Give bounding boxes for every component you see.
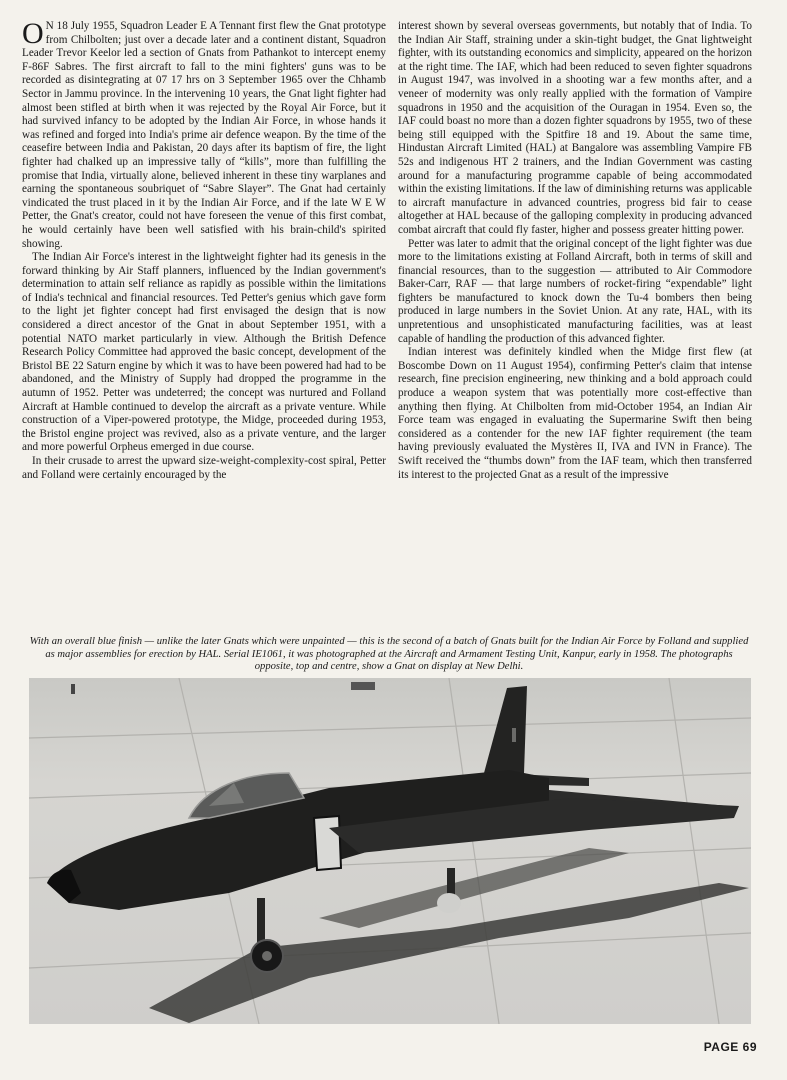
drop-cap: O (22, 20, 44, 50)
main-wheel (437, 893, 461, 913)
wheel-hub (262, 951, 272, 961)
photo-caption: With an overall blue finish — unlike the later Gnats which were unpainted — this is the second of a batch of Gnats built for the Indian Air Force by Folland and supplied as major assemblies for erection by HAL. Serial IE1061, it was photographed at the Aircraft and Armament Testing Unit, Kanpur, early in 1958. The photographs opposite, top and centre, show a Gnat on display at New Delhi. (29, 636, 749, 673)
air-intake (314, 816, 341, 870)
tail-fin (484, 686, 527, 773)
article-paragraph: In their crusade to arrest the upward size-weight-complexity-cost spiral, Petter and Folland were certainly encouraged by the (22, 455, 386, 481)
article-column-left (22, 20, 386, 635)
page-number: PAGE 69 (703, 1040, 757, 1054)
article-paragraph: interest shown by several overseas governments, but notably that of India. To the Indian Air Staff, straining under a skin-tight budget, the Gnat lightweight fighter, with its outstanding economics and simplicity, appeared on the horizon at the right time. The IAF, which had been reduced to seven fighter squadrons in August 1947, was involved in a shooting war a few months after, and a veneer of modernity was only really applied with the formation of Vampire squadrons in 1950 and the acquisition of the Ouragan in 1954. Even so, the IAF could boast no more than a dozen fighter squadrons by 1955, two of these being still equipped with the Spitfire 18 and 19. About the same time, Hindustan Aircraft Limited (HAL) at Bangalore was assembling Vampire FB 52s and indigenous HT 2 trainers, and the Indian Government was casting around for a manufacturing programme capable of being accommodated within the existing limitations. If the law of diminishing returns was applicable to aircraft manufacture in advanced countries, progress bid fair to cease altogether at HAL because of the galloping complexity in producing advanced combat aircraft that could fly faster, higher and possess greater hitting power. (398, 20, 752, 236)
background-figure (351, 682, 375, 690)
nose-gear-strut (257, 898, 265, 943)
paragraph-text: N 18 July 1955, Squadron Leader E A Tennant first flew the Gnat prototype from Chilbolten; just over a decade later and a continent distant, Squadron Leader Trevor Keelor led a section of Gnats from Pathankot to intercept enemy F-86F Sabres. The first aircraft to fall to the mini fighters' guns was to be recorded as disintegrating at 07 17 hrs on 3 September 1965 over the Chhamb Sector in Jammu province. In the intervening 10 years, the Gnat light fighter had almost been stifled at birth when it was rejected by the Royal Air Force, but it had survived infancy to be adopted by the Indian Air Force, in whose hands it was refined and forged into India's prime air defence weapon. By the time of the ceasefire between India and Pakistan, 20 days after its baptism of fire, the light fighter had chalked up an impressive tally of “kills”, more than fulfilling the promise that India, virtually alone, believed inherent in these tiny warplanes and earning the spontaneous soubriquet of “Sabre Slayer”. The Gnat had certainly vindicated the trust placed in it by the Indian Air Force, and if the late W E W Petter, the Gnat's creator, could not have foreseen the venue of this first combat, he would certainly have been well satisfied with his brain-child's spirited showing. (22, 20, 386, 250)
article-paragraph (22, 20, 386, 251)
fin-flash (512, 728, 516, 742)
gnat-aircraft-illustration (29, 678, 751, 1024)
aircraft-photograph (29, 678, 751, 1024)
article-paragraph: Petter was later to admit that the original concept of the light fighter was due more to the limitations existing at Folland Aircraft, both in terms of skill and financial resources, than to the suggestion — attributed to Air Commodore Baker-Carr, RAF — that large numbers of rocket-firing “expendable” light fighters be manufactured to knock down the Tu-4 bombers then being produced in large numbers in the Soviet Union. At any rate, HAL, with its unpretentious and unsophisticated manufacturing facilities, was at least capable of handling the production of this advanced fighter. (398, 237, 752, 345)
background-figure (71, 684, 75, 694)
article-paragraph: Indian interest was definitely kindled when the Midge first flew (at Boscombe Down on 11 August 1954), confirming Petter's claim that intense research, fine precision engineering, new thinking and a bold approach could produce a weapon system that was potentially more cost-effective than anything then flying. At Chilbolten from mid-October 1954, an Indian Air Force team was engaged in evaluating the Supermarine Swift then being considered as a contender for the new IAF fighter requirement (the team having previously evaluated the Mystères II, IVA and IVN in France). The Swift received the “thumbs down” from the IAF team, which then transferred its interest to the projected Gnat as a result of the impressive (398, 346, 752, 481)
article-body (22, 20, 750, 635)
article-column-right (398, 20, 752, 635)
article-paragraph: The Indian Air Force's interest in the lightweight fighter had its genesis in the forward thinking by Air Staff planners, influenced by the Indian government's determination to attain self reliance as rapidly as possible within the limitations of India's technical and financial resources. Ted Petter's genius which gave form to the light jet fighter concept had first envisaged the design that is now considered a direct ancestor of the Gnat in about September 1951, with a potential NATO market particularly in view. Although the British Defence Research Policy Committee had approved the basic concept, development of the Bristol BE 22 Saturn engine by which it was to have been powered had had to be abandoned, and the Ministry of Supply had dropped the programme in the autumn of 1952. Petter was undeterred; the concept was nurtured and Folland Aircraft at Hamble continued to develop the aircraft as a private venture. While construction of a Viper-powered prototype, the Midge, proceeded during 1953, the Bristol engine project was revived, also as a private venture, and the larger and more powerful Orpheus emerged in due course. (22, 251, 386, 454)
